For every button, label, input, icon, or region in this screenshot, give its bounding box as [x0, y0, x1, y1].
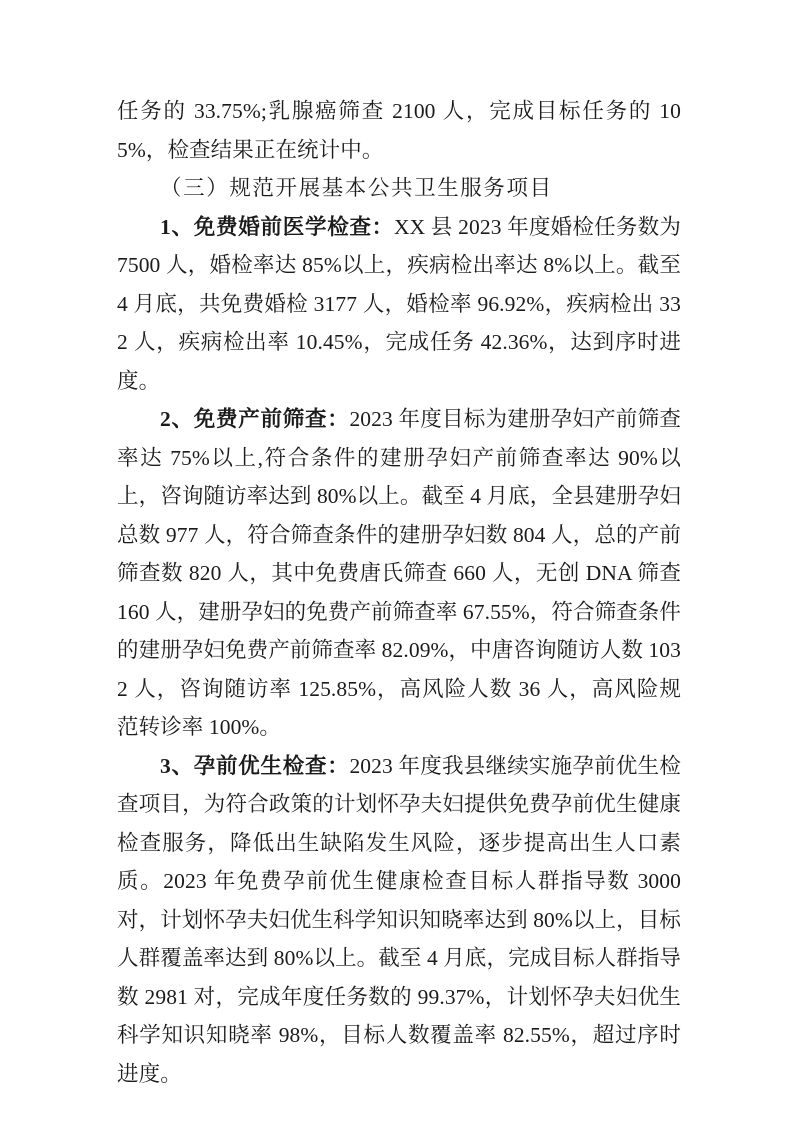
item-2-body-text: 2023 年度目标为建册孕妇产前筛查率达 75%以上,符合条件的建册孕妇产前筛查率达 90%以上，咨询随访率达到 80%以上。截至 4 月底，全县建册孕妇总数 977 人，符合筛查条件的建册孕妇数 804 人，总的产前筛查数 820 人，其中免费唐氏筛查 660 人，无创 DNA 筛查 160 人，建册孕妇的免费产前筛查率 67.55%，符合筛查条件的建册孕妇免费产前筛查率 82.09%，中唐咨询随访人数 1032 人，咨询随访率 125.85%，高风险人数 36 人，高风险规范转诊率 100%。	[117, 407, 681, 739]
paragraph-item-3	[117, 747, 681, 1094]
document-text-column	[117, 92, 681, 1093]
item-1-body-text: XX 县 2023 年度婚检任务数为 7500 人，婚检率达 85%以上，疾病检出率达 8%以上。截至 4 月底，共免费婚检 3177 人，婚检率 96.92%，疾病检出 332 人，疾病检出率 10.45%，完成任务 42.36%，达到序时进度。	[117, 214, 681, 393]
paragraph-item-2	[117, 400, 681, 747]
item-1-lead-label: 1、免费婚前医学检查：	[160, 214, 394, 239]
item-3-body-text: 2023 年度我县继续实施孕前优生检查项目，为符合政策的计划怀孕夫妇提供免费孕前优生健康检查服务，降低出生缺陷发生风险，逐步提高出生人口素质。2023 年免费孕前优生健康检查目标人群指导数 3000 对，计划怀孕夫妇优生科学知识知晓率达到 80%以上，目标人群覆盖率达到 80%以上。截至 4 月底，完成目标人群指导数 2981 对，完成年度任务数的 99.37%，计划怀孕夫妇优生科学知识知晓率 98%，目标人数覆盖率 82.55%，超过序时进度。	[117, 753, 681, 1086]
item-2-lead-label: 2、免费产前筛查：	[160, 407, 350, 431]
paragraph-continued: 任务的 33.75%;乳腺癌筛查 2100 人，完成目标任务的 105%，检查结果正在统计中。	[117, 99, 681, 162]
item-3-lead-label: 3、孕前优生检查：	[160, 753, 350, 778]
section-heading-three: （三）规范开展基本公共卫生服务项目	[160, 176, 553, 200]
paragraph-item-1	[117, 208, 681, 401]
